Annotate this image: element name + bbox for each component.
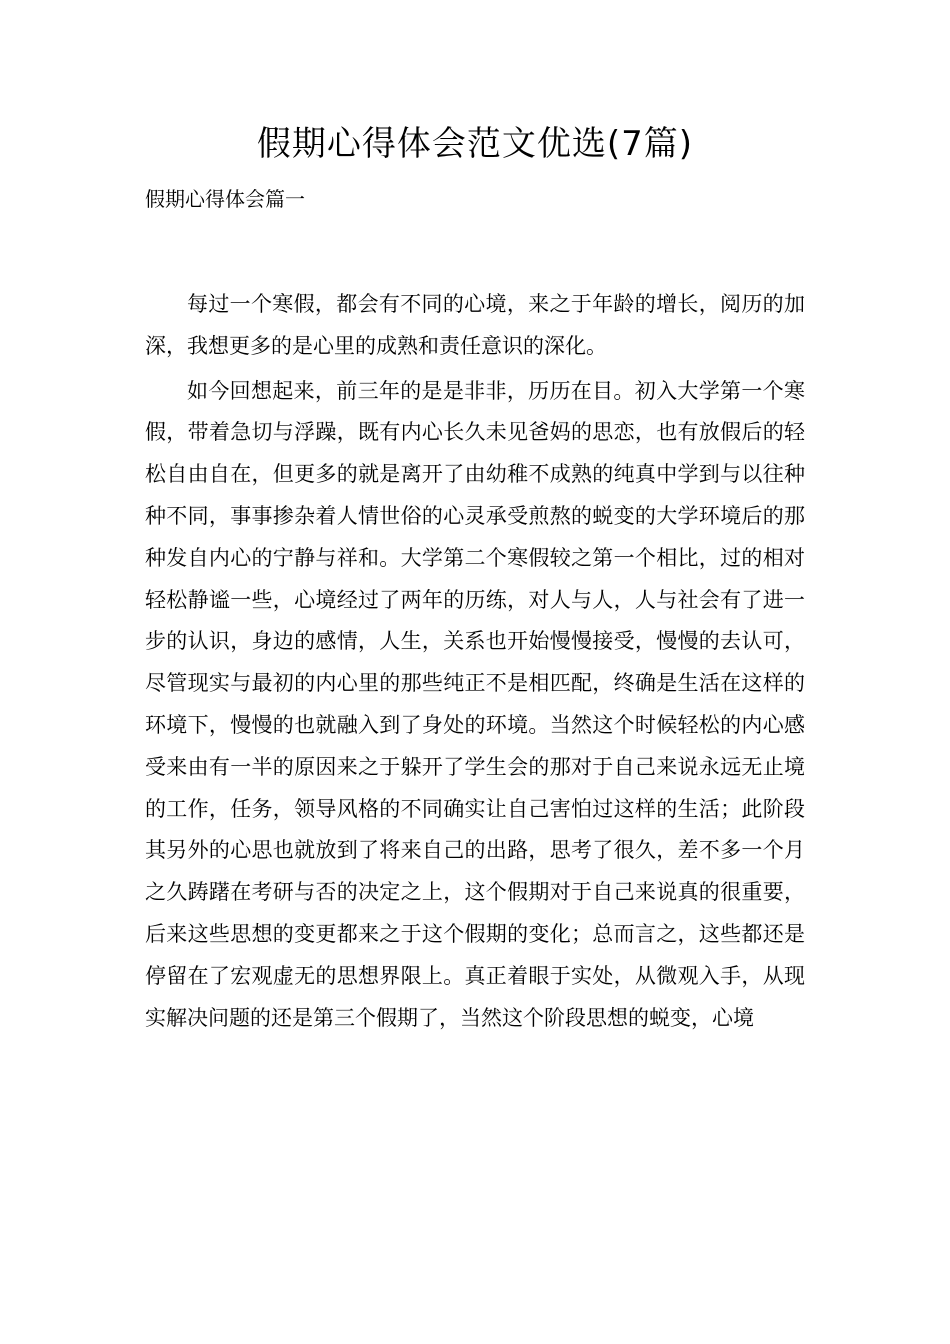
section-heading: 假期心得体会篇一	[145, 187, 305, 211]
paragraph: 如今回想起来，前三年的是是非非，历历在目。初入大学第一个寒假，带着急切与浮躁，既有内心长久未见爸妈的思恋，也有放假后的轻松自由自在，但更多的就是离开了由幼稚不成熟的纯真中学到与以往种种不同，事事掺杂着人情世俗的心灵承受煎熬的蜕变的大学环境后的那种发自内心的宁静与祥和。大学第二个寒假较之第一个相比，过的相对轻松静谧一些，心境经过了两年的历练，对人与人，人与社会有了进一步的认识，身边的感情，人生，关系也开始慢慢接受，慢慢的去认可，尽管现实与最初的内心里的那些纯正不是相匹配，终确是生活在这样的环境下，慢慢的也就融入到了身处的环境。当然这个时候轻松的内心感受来由有一半的原因来之于躲开了学生会的那对于自己来说永远无止境的工作，任务，领导风格的不同确实让自己害怕过这样的生活；此阶段其另外的心思也就放到了将来自己的出路，思考了很久，差不多一个月之久踌躇在考研与否的决定之上，这个假期对于自己来说真的很重要，后来这些思想的变更都来之于这个假期的变化；总而言之，这些都还是停留在了宏观虚无的思想界限上。真正着眼于实处，从微观入手，从现实解决问题的还是第三个假期了，当然这个阶段思想的蜕变，心境	[145, 378, 805, 1030]
body-text	[145, 284, 805, 1042]
document-title: 假期心得体会范文优选(7篇)	[256, 124, 694, 164]
paragraph: 每过一个寒假，都会有不同的心境，来之于年龄的增长，阅历的加深，我想更多的是心里的成熟和责任意识的深化。	[145, 292, 805, 358]
